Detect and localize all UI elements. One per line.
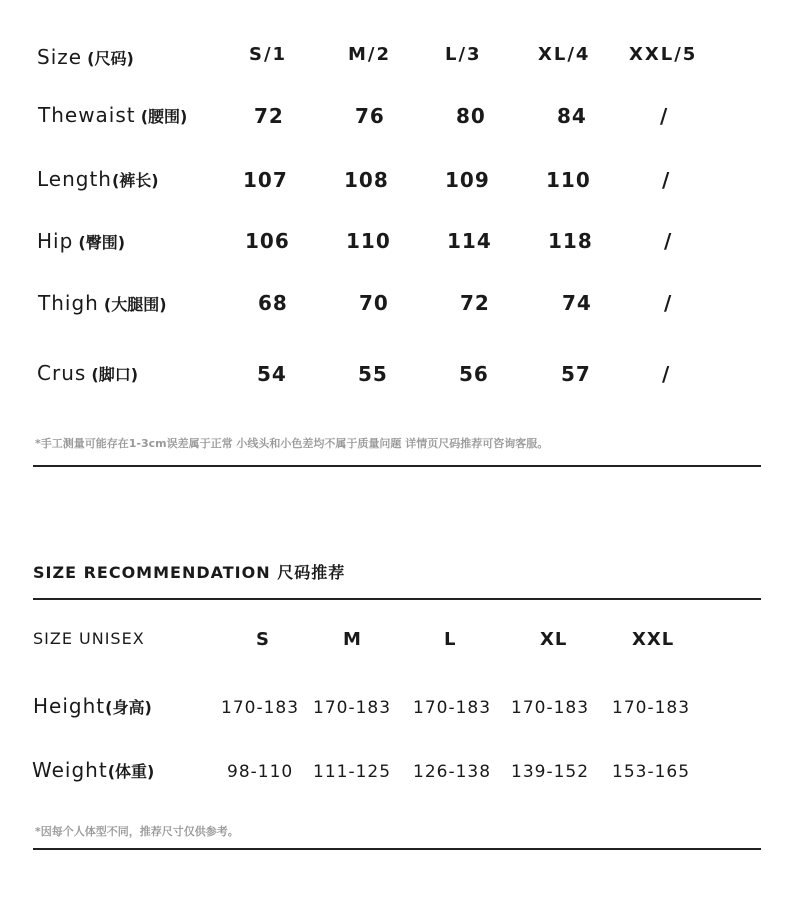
weight-m: 111-125 [313,762,392,782]
waist-l: 80 [456,104,486,128]
length-label-cn: (裤长) [111,171,159,190]
size-label: Size [37,45,83,69]
crus-label-cn: (脚口) [91,365,139,384]
crus-xl: 57 [561,362,591,386]
hip-l: 114 [447,229,492,253]
height-label: Height [33,694,106,718]
height-l: 170-183 [413,698,492,718]
weight-label-cn: (体重) [107,762,155,781]
length-s: 107 [243,168,288,192]
thigh-label-cn: (大腿围) [103,295,167,314]
waist-xl: 84 [557,104,587,128]
weight-xl: 139-152 [511,762,590,782]
hip-s: 106 [245,229,290,253]
hip-xl: 118 [548,229,593,253]
unisex-header-label: SIZE UNISEX [33,629,145,648]
thigh-m: 70 [359,291,389,315]
length-label: Length [37,167,112,191]
weight-s: 98-110 [227,762,294,782]
row-label-thigh [38,291,167,315]
size-chart-note: *手工测量可能存在1-3cm误差属于正常 小线头和小色差均不属于质量问题 详情页尺码推荐可咨询客服。 [35,437,549,450]
recommendation-title: SIZE RECOMMENDATION 尺码推荐 [33,563,346,582]
thigh-l: 72 [460,291,490,315]
unisex-col-m: M [343,629,362,650]
size-col-xl: XL/4 [538,44,591,65]
row-label-length [37,167,159,191]
size-col-s: S/1 [249,44,288,65]
weight-l: 126-138 [413,762,492,782]
recommendation-note: *因每个人体型不同，推荐尺寸仅供参考。 [35,825,239,838]
crus-label: Crus [37,361,87,385]
unisex-col-s: S [256,629,270,650]
length-xxl: / [662,168,671,192]
length-m: 108 [344,168,389,192]
weight-xxl: 153-165 [612,762,691,782]
thigh-xl: 74 [562,291,592,315]
size-col-l: L/3 [445,44,482,65]
length-l: 109 [445,168,490,192]
recommendation-bottom-divider [33,848,761,850]
unisex-col-xxl: XXL [632,629,675,650]
thigh-xxl: / [664,291,673,315]
size-col-xxl: XXL/5 [629,44,698,65]
hip-m: 110 [346,229,391,253]
size-label-cn: (尺码) [87,49,134,68]
size-col-m: M/2 [348,44,392,65]
hip-label-cn: (臀围) [78,233,126,252]
waist-s: 72 [254,104,284,128]
row-label-height [33,694,152,718]
size-chart-divider [33,465,761,467]
row-label-hip [37,229,125,253]
row-label-weight [32,758,154,782]
height-xl: 170-183 [511,698,590,718]
crus-m: 55 [358,362,388,386]
row-label-crus [37,361,138,385]
crus-l: 56 [459,362,489,386]
height-label-cn: (身高) [105,698,152,717]
thigh-s: 68 [258,291,288,315]
length-xl: 110 [546,168,591,192]
height-s: 170-183 [221,698,300,718]
crus-s: 54 [257,362,287,386]
thigh-label: Thigh [38,291,99,315]
crus-xxl: / [662,362,671,386]
hip-xxl: / [664,229,673,253]
hip-label: Hip [37,229,74,253]
height-m: 170-183 [313,698,392,718]
waist-xxl: / [660,104,669,128]
recommendation-top-divider [33,598,761,600]
unisex-col-xl: XL [540,629,568,650]
unisex-col-l: L [444,629,457,650]
weight-label: Weight [32,758,108,782]
waist-m: 76 [355,104,385,128]
waist-label: Thewaist [38,103,136,127]
height-xxl: 170-183 [612,698,691,718]
row-label-waist [38,103,187,127]
waist-label-cn: (腰围) [140,107,188,126]
size-header-label [37,45,134,69]
